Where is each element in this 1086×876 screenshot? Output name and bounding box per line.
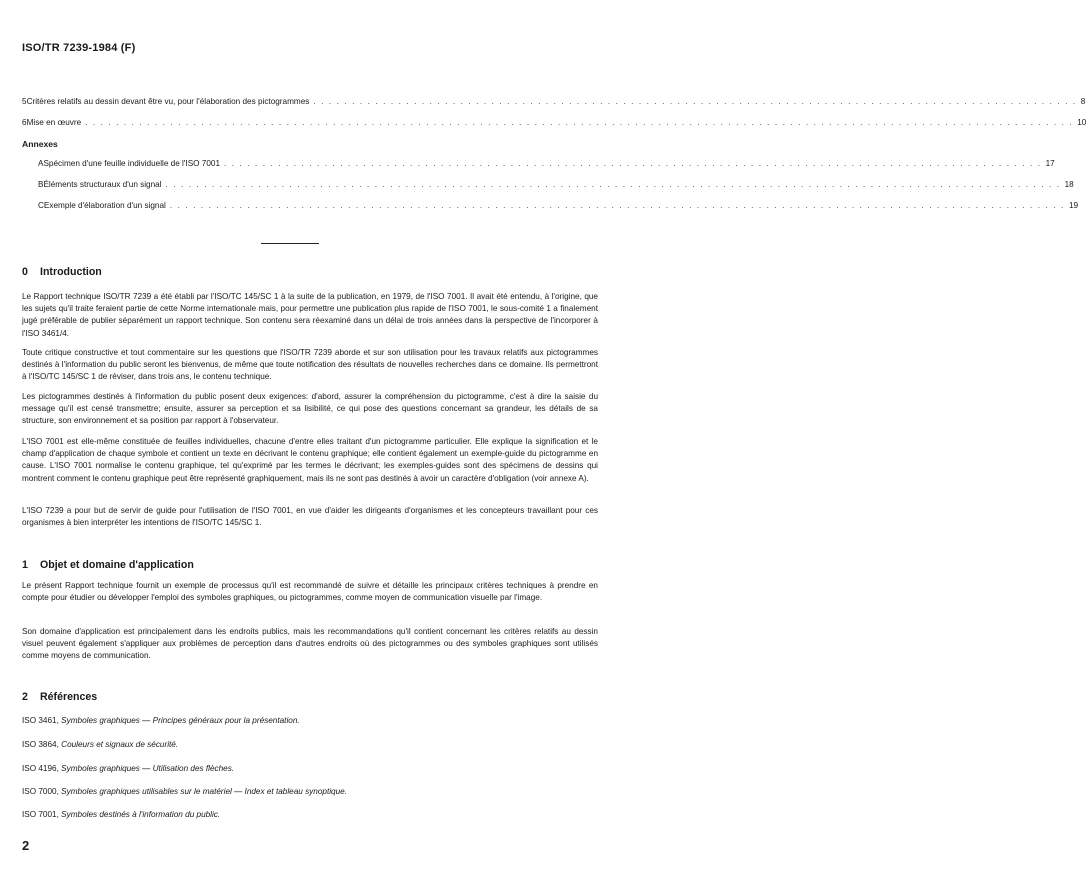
toc-annex-page: 18 [1064,180,1074,189]
reference-code: ISO 7001, [22,810,59,819]
section-number: 1 [22,559,28,571]
toc-annex-title: Exemple d'élaboration d'un signal [43,201,166,210]
reference-code: ISO 7000, [22,787,59,796]
reference-title: Symboles graphiques utilisables sur le matériel — Index et tableau synoptique. [61,787,347,796]
toc-annex-page: 17 [1045,159,1055,168]
section-title: Introduction [40,266,102,278]
section-number: 0 [22,266,28,278]
paragraph: Toute critique constructive et tout commentaire sur les questions que l'ISO/TR 7239 aborde et sur son utilisation pour les travaux relatifs aux pictogrammes destinés à l'information du public seront les bienvenus, de même que toute notification des résultats de nouvelles recherches dans ce domaine. Ils permettront à l'ISO/TC 145/SC 1 de réviser, dans trois ans, le contenu technique. [22,348,598,382]
toc-leader-dots: . . . . . . . . . . . . . . . . . . . . . . . . . . . . . . . . . . . . . . . . . . . . . . . . . . . . . . . . . . . . . . . . . . . . . . . . . . . . . . . . . . . . . . . . . . . . . . . . . . . [313,97,1077,106]
section-title: Références [40,691,98,703]
section-number: 2 [22,691,28,703]
toc-item-title: Mise en œuvre [26,118,82,127]
toc-item-number: 5 [22,97,27,106]
toc-annex-item [22,201,1079,222]
reference-item [22,716,300,725]
toc-annex-letter: A [38,159,44,168]
toc-annex-letter: C [38,201,44,210]
toc-leader-dots: . . . . . . . . . . . . . . . . . . . . . . . . . . . . . . . . . . . . . . . . . . . . . . . . . . . . . . . . . . . . . . . . . . . . . . . . . . . . . . . . . . . . . . . . . . . . . . . . . . . . . . . . . . . . . . . . . . . . . . . . . . . . . . . . [85,118,1074,127]
section-heading-references [22,691,97,703]
reference-title: Symboles graphiques — Utilisation des flèches. [61,764,235,773]
toc-annex-heading: Annexes [22,139,58,149]
reference-item [22,787,347,796]
toc-annex-item [22,159,1055,180]
toc-leader-dots: . . . . . . . . . . . . . . . . . . . . . . . . . . . . . . . . . . . . . . . . . . . . . . . . . . . . . . . . . . . . . . . . . . . . . . . . . . . . . . . . . . . . . . . . . . . . . . . . . . . . . . . . . . . . . . . . . . . . [165,180,1061,189]
toc-item-number: 6 [22,118,27,127]
paragraph: L'ISO 7239 a pour but de servir de guide pour l'utilisation de l'ISO 7001, en vue d'aider les dirigeants d'organismes et les concepteurs travaillant pour ces organismes à bien interpréter les intentions de l'ISO/TC 145/SC 1. [22,506,598,528]
page-number: 2 [22,838,30,853]
section-title: Objet et domaine d'application [40,559,194,571]
reference-code: ISO 4196, [22,764,59,773]
toc-item-page: 10 [1077,118,1086,127]
document-header: ISO/TR 7239-1984 (F) [22,42,136,54]
paragraph: Le Rapport technique ISO/TR 7239 a été établi par l'ISO/TC 145/SC 1 à la suite de la publication, en 1979, de l'ISO 7001. Il avait été entendu, à l'origine, que les sujets qu'il traite feraient partie de cette Norme internationale mais, pour permettre une publication plus rapide de l'ISO 7001, le sous-comité 1 a finalement jugé préférable de publier séparément un rapport technique. Son contenu sera réexaminé dans un délai de trois années dans la perspective de l'incorporer à l'ISO 3461/4. [22,292,598,338]
reference-code: ISO 3864, [22,740,59,749]
toc-annex-letter: B [38,180,44,189]
reference-item [22,764,234,773]
toc-item [22,97,1086,118]
toc-leader-dots: . . . . . . . . . . . . . . . . . . . . . . . . . . . . . . . . . . . . . . . . . . . . . . . . . . . . . . . . . . . . . . . . . . . . . . . . . . . . . . . . . . . . . . . . . . . . . . . . . . . . . . . . . . [224,159,1042,168]
reference-code: ISO 3461, [22,716,59,725]
section-heading-introduction [22,266,102,278]
toc-leader-dots: . . . . . . . . . . . . . . . . . . . . . . . . . . . . . . . . . . . . . . . . . . . . . . . . . . . . . . . . . . . . . . . . . . . . . . . . . . . . . . . . . . . . . . . . . . . . . . . . . . . . . . . . . . . . . . . . . . . . [169,201,1065,210]
section-heading-objet [22,559,194,571]
paragraph: Les pictogrammes destinés à l'information du public posent deux exigences: d'abord, assurer la compréhension du pictogramme, c'est à dire la saisie du message qu'il est censé transmettre; ensuite, assurer sa perception et sa lisibilité, ce qui pose des questions concernant sa grandeur, les détails de sa structure, son environnement et sa position par rapport à l'observateur. [22,392,598,426]
section-divider [261,243,319,244]
toc-annex-item [22,180,1074,201]
toc-item-title: Critères relatifs au dessin devant être vu, pour l'élaboration des pictogrammes [26,97,310,106]
reference-title: Symboles destinés à l'information du public. [61,810,221,819]
reference-title: Symboles graphiques — Principes généraux pour la présentation. [61,716,300,725]
table-of-contents [22,97,1086,222]
toc-annex-title: Spécimen d'une feuille individuelle de l'ISO 7001 [43,159,221,168]
toc-annex-page: 19 [1068,201,1079,210]
paragraph: L'ISO 7001 est elle-même constituée de feuilles individuelles, chacune d'entre elles traitant d'un pictogramme particulier. Elle explique la signification et le champ d'application de chaque symbole et contient un texte en décrivant le contenu graphique; elle contient également un exemple-guide du pictogramme en cause. L'ISO 7001 normalise le contenu graphique, tel qu'exprimé par les termes le décrivant; les exemples-guides sont des spécimens de dessins qui montrent comment le contenu graphique peut être représenté graphiquement, mais ils ne sont pas destinés à avoir un caractère d'obligation (voir annexe A). [22,437,598,483]
reference-item [22,740,178,749]
paragraph: Son domaine d'application est principalement dans les endroits publics, mais les recommandations qu'il contient concernant les critères relatifs au dessin visuel peuvent également s'appliquer aux problèmes de perception dans d'autres endroits où des pictogrammes ou des symboles graphiques sont utilisés comme moyens de communication. [22,627,598,661]
toc-item [22,118,1086,139]
toc-annex-title: Éléments structuraux d'un signal [43,180,162,189]
reference-item [22,810,220,819]
reference-title: Couleurs et signaux de sécurité. [61,740,179,749]
toc-item-page: 8 [1080,97,1086,106]
paragraph: Le présent Rapport technique fournit un exemple de processus qu'il est recommandé de suivre et détaille les principaux critères techniques à prendre en compte pour étudier ou développer l'emploi des symboles graphiques, ou pictogrammes, comme moyen de communication visuelle par l'image. [22,581,598,603]
